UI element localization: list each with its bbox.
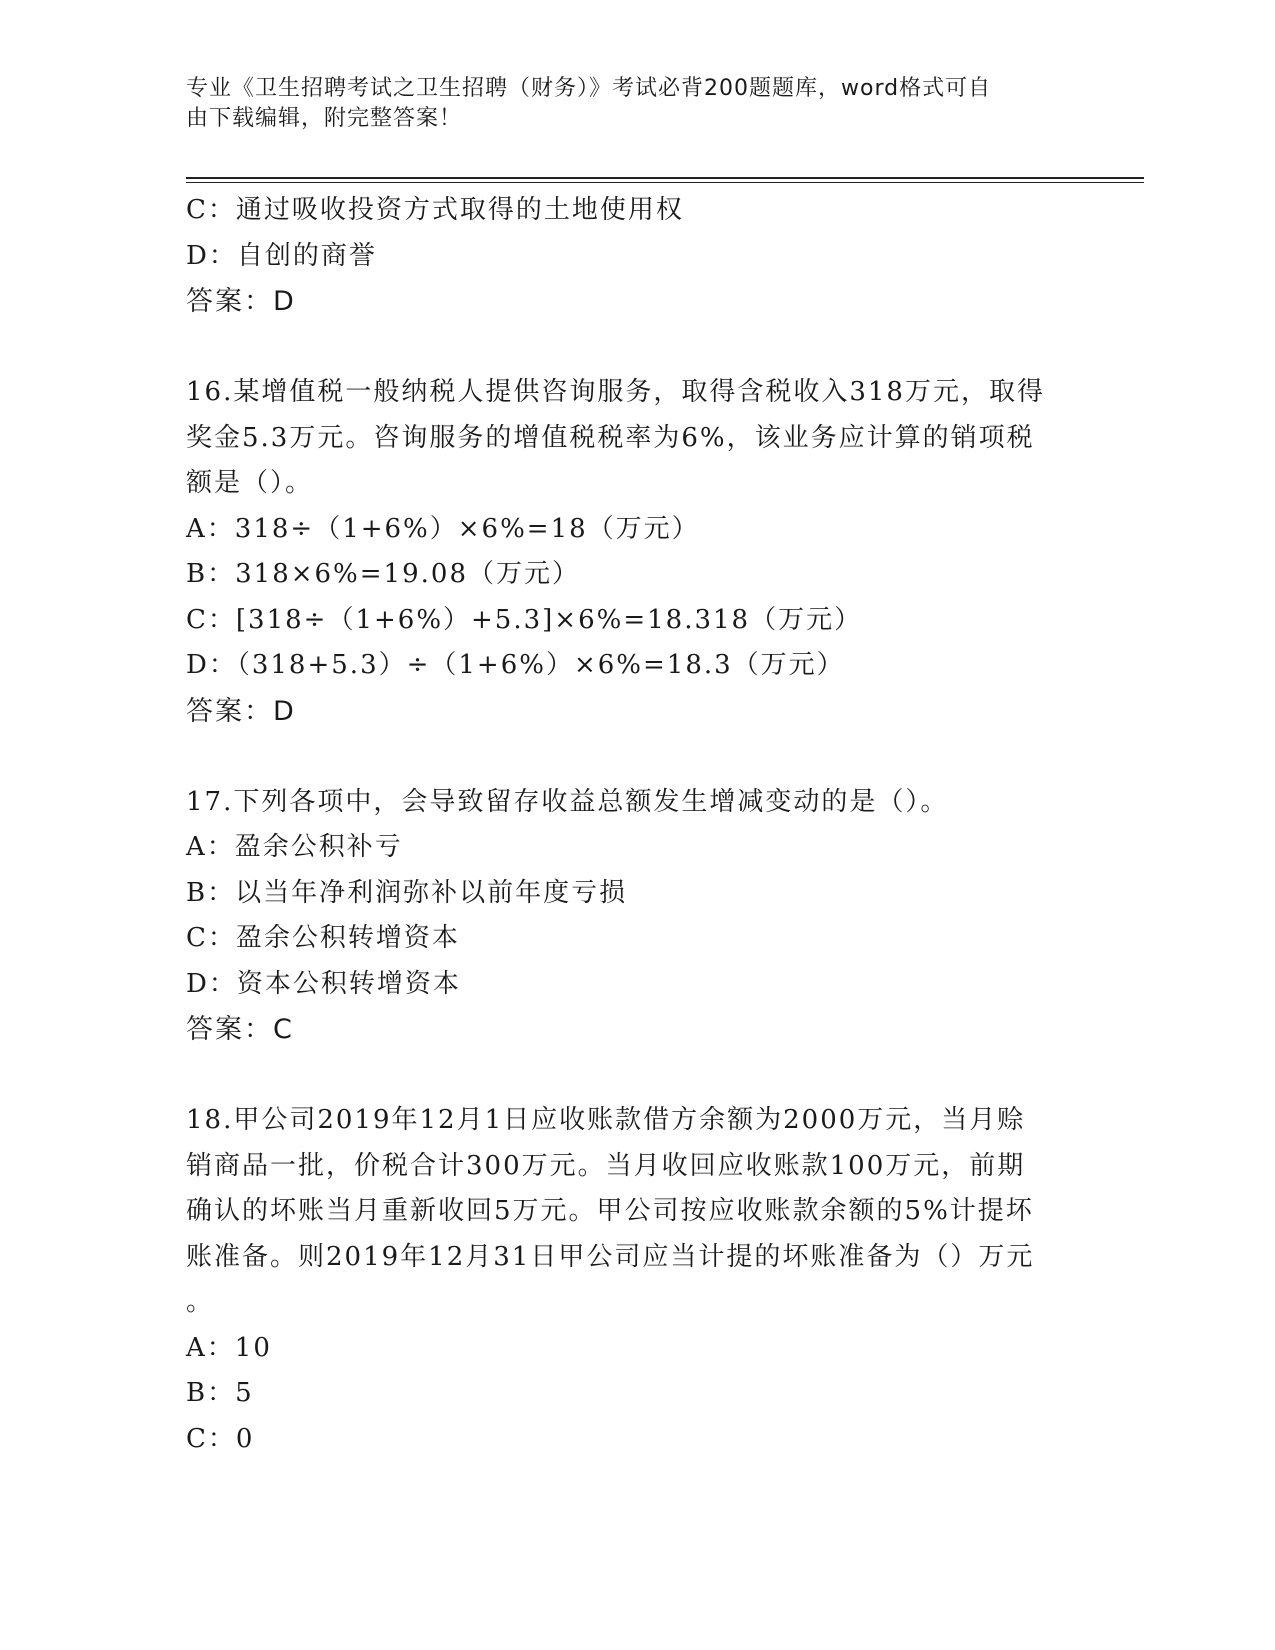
q16-answer: 答案：D (186, 695, 296, 727)
q17-option-c: C：盈余公积转增资本 (186, 923, 460, 953)
q16-option-a: A：318÷（1+6%）×6%=18（万元） (186, 513, 700, 544)
q18-stem-line-5: 。 (186, 1287, 215, 1317)
q18-stem-line-2: 销商品一批，价税合计300万元。当月收回应收账款100万元，前期 (186, 1150, 1026, 1181)
q16-option-c: C：[318÷（1+6%）+5.3]×6%=18.318（万元） (186, 604, 863, 635)
q16-option-d: D：（318+5.3）÷（1+6%）×6%=18.3（万元） (186, 650, 845, 680)
q18-stem-line-3: 确认的坏账当月重新收回5万元。甲公司按应收账款余额的5%计提坏 (186, 1196, 1034, 1226)
q18-option-b: B：5 (186, 1378, 254, 1408)
header-line-1: 专业《卫生招聘考试之卫生招聘（财务）》考试必背200题题库，word格式可自 (186, 76, 992, 101)
document-body (186, 188, 1086, 1462)
q15-answer: 答案：D (186, 286, 296, 317)
q18-stem-line-4: 账准备。则2019年12月31日甲公司应当计提的坏账准备为（）万元 (186, 1241, 1035, 1272)
q17-answer: 答案：C (186, 1014, 294, 1045)
q16-stem-line-2: 奖金5.3万元。咨询服务的增值税税率为6%，该业务应计算的销项税 (186, 422, 1035, 453)
spacer (186, 325, 1086, 371)
header-line-2: 由下载编辑，附完整答案！ (186, 106, 463, 131)
header-divider-thin (186, 182, 1144, 183)
q17-stem-line-1: 17.下列各项中，会导致留存收益总额发生增减变动的是（）。 (186, 786, 949, 817)
q17-option-d: D：资本公积转增资本 (186, 968, 461, 999)
q17-option-a: A：盈余公积补亏 (186, 832, 403, 862)
q16-stem-line-3: 额是（）。 (186, 468, 314, 498)
q18-option-a: A：10 (186, 1332, 272, 1363)
spacer (186, 734, 1086, 780)
document-header (186, 74, 1066, 134)
header-divider-thick (186, 177, 1144, 179)
q18-option-c: C：0 (186, 1423, 255, 1454)
q15-option-d: D：自创的商誉 (186, 240, 377, 271)
q16-stem-line-1: 16.某增值税一般纳税人提供咨询服务，取得含税收入318万元，取得 (186, 377, 1045, 407)
spacer (186, 1053, 1086, 1099)
q18-stem-line-1: 18.甲公司2019年12月1日应收账款借方余额为2000万元，当月赊 (186, 1105, 1026, 1135)
q17-option-b: B：以当年净利润弥补以前年度亏损 (186, 877, 628, 908)
q16-option-b: B：318×6%=19.08（万元） (186, 559, 580, 589)
q15-option-c: C：通过吸收投资方式取得的土地使用权 (186, 195, 684, 225)
